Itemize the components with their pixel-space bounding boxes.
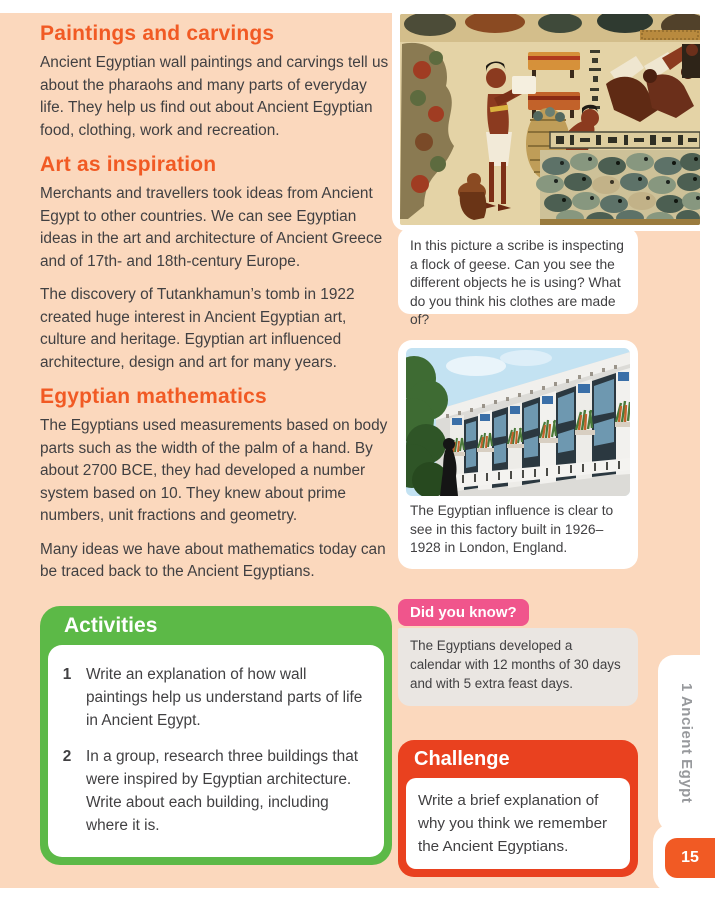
factory-card (398, 340, 638, 569)
did-you-know-title: Did you know? (410, 604, 517, 621)
page-number-label: 15 (681, 849, 699, 866)
paragraph: Ancient Egyptian wall paintings and carvings tell us about the pharaohs and many parts of everyday life. They help us find out about Ancient Egyptian food, clothing, work and recreation. (40, 54, 389, 139)
main-text-column (40, 20, 392, 865)
wall-painting-caption: In this picture a scribe is inspecting a flock of geese. Can you see the different objects he is using? What do you think his clothes are made of? (410, 238, 624, 327)
wall-painting-caption-box (398, 228, 638, 327)
activities-title: Activities (64, 613, 158, 637)
activity-item (60, 663, 370, 732)
activity-text: Write an explanation of how wall paintings help us understand parts of life in Ancient Egypt. (86, 665, 363, 729)
challenge-text: Write a brief explanation of why you think we remember the Ancient Egyptians. (418, 792, 608, 855)
challenge-content (406, 778, 630, 869)
did-you-know-box (398, 628, 638, 706)
activity-item (60, 745, 370, 837)
paragraph: The Egyptians used measurements based on body parts such as the width of the palm of a hand. By about 2700 BCE, they had developed a number system based on 10. They knew about prime numbers, unit fractions and geometry. (40, 417, 388, 524)
section-heading-art: Art as inspiration (40, 153, 217, 176)
activity-number: 2 (62, 747, 72, 765)
paragraph: The discovery of Tutankhamun’s tomb in 1922 created huge interest in Ancient Egyptian art, culture and heritage. Egyptian art influenced architecture, design and art for many years. (40, 286, 355, 371)
factory-photo (406, 348, 630, 496)
wall-painting-image (400, 14, 700, 225)
challenge-title: Challenge (414, 748, 510, 770)
paragraph: Merchants and travellers took ideas from Ancient Egypt to other countries. We can see Egyptian ideas in the art and architecture of Ancient Greece and of 17th- and 18th-century Europe. (40, 185, 383, 270)
section-heading-paintings: Paintings and carvings (40, 22, 275, 45)
factory-caption: The Egyptian influence is clear to see in this factory built in 1926–1928 in London, England. (410, 503, 614, 555)
activity-number: 1 (62, 665, 72, 683)
page-number (665, 838, 715, 878)
did-you-know-badge (398, 599, 529, 626)
chapter-side-tab (658, 655, 715, 832)
challenge-box (398, 740, 638, 877)
section-heading-mathematics: Egyptian mathematics (40, 385, 267, 408)
chapter-side-tab-label: 1 Ancient Egypt (678, 683, 695, 804)
wall-painting-card (392, 0, 715, 231)
activity-text: In a group, research three buildings that were inspired by Egyptian architecture. Write about each building, including where it is. (86, 747, 359, 834)
did-you-know-text: The Egyptians developed a calendar with 12 months of 30 days and with 5 extra feast days. (410, 638, 621, 691)
activities-box (40, 606, 392, 865)
activities-list (48, 645, 384, 857)
paragraph: Many ideas we have about mathematics today can be traced back to the Ancient Egyptians. (40, 540, 386, 580)
